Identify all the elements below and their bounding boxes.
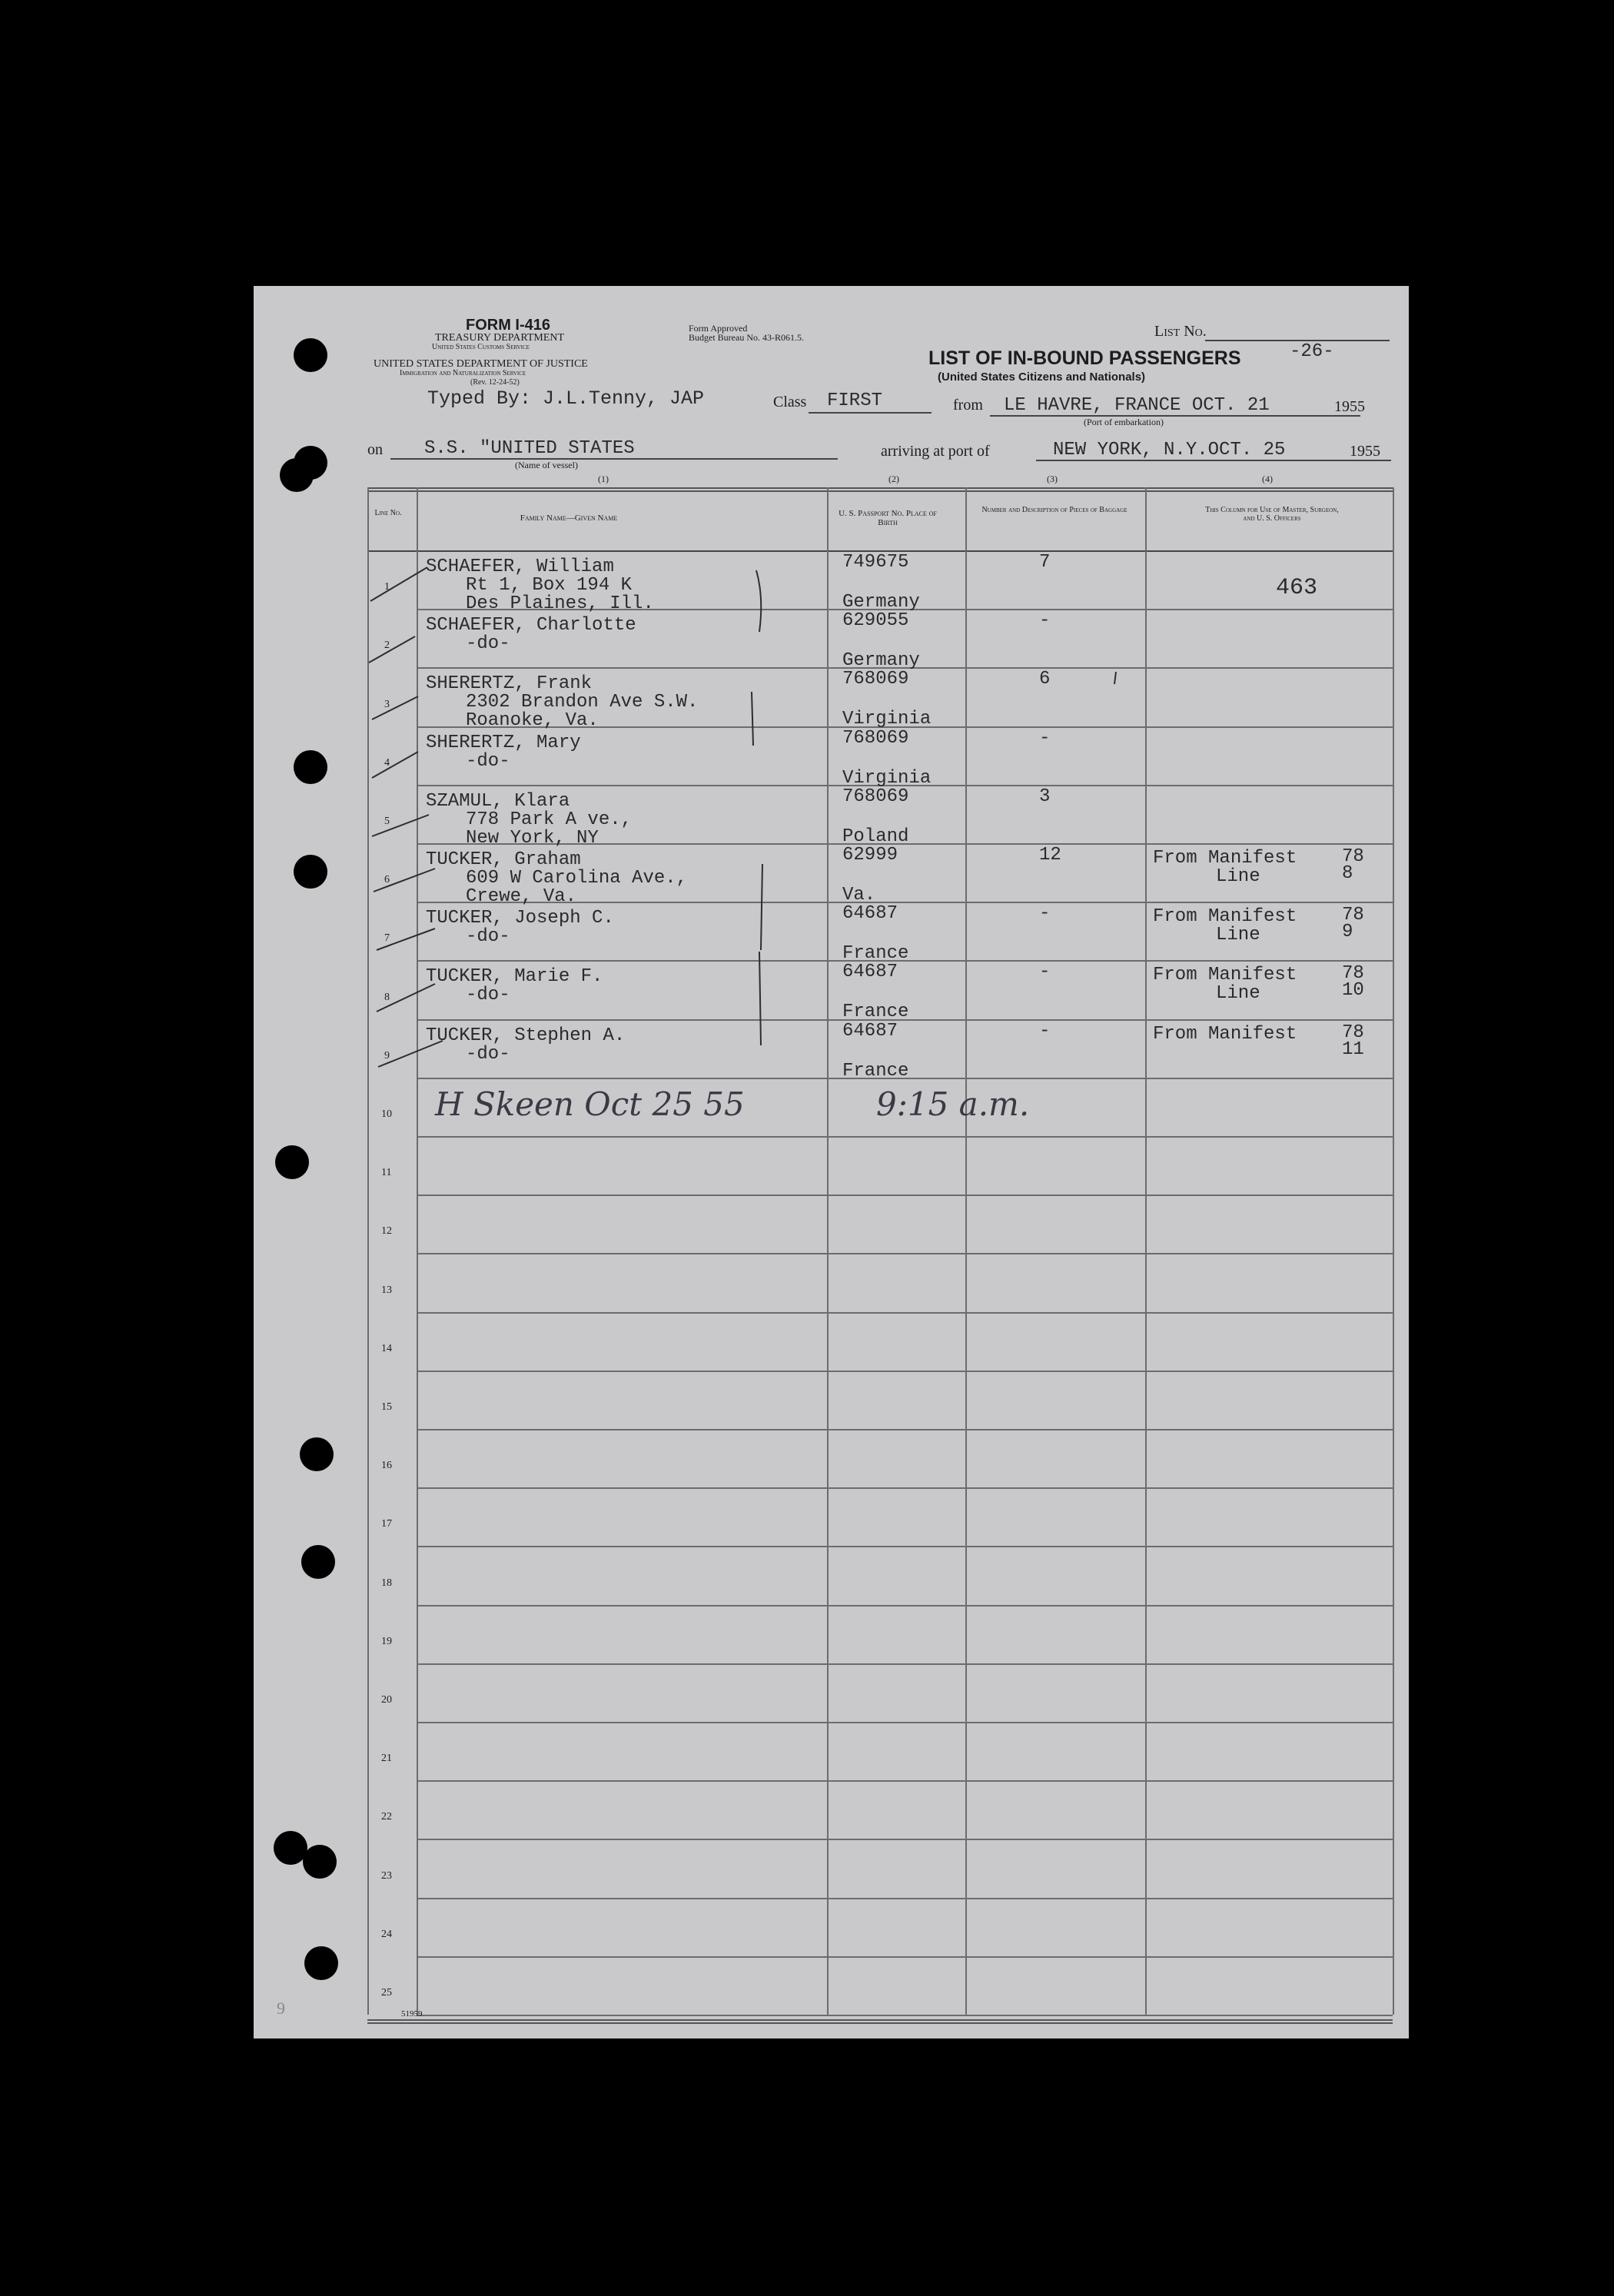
place-of-birth: Poland: [842, 826, 909, 847]
line-number: 4: [384, 757, 390, 769]
passport-number: 62999: [842, 845, 898, 866]
punch-hole: [304, 1946, 338, 1980]
passenger-address: 2302 Brandon Ave S.W.: [466, 692, 699, 713]
manifest-number: 78: [1342, 1022, 1364, 1043]
line-number: 14: [381, 1343, 392, 1354]
place-of-birth: France: [842, 943, 909, 964]
line-number: 12: [381, 1225, 392, 1237]
line-number: 11: [381, 1167, 392, 1178]
line-number: 16: [381, 1460, 392, 1471]
baggage-count: -: [1039, 610, 1051, 631]
line-number: 7: [384, 932, 390, 944]
form-code: 51959: [401, 2009, 423, 2019]
on-label: on: [367, 441, 383, 458]
line-number: 2: [384, 640, 390, 651]
inspector-signature: H Skeen Oct 25 55: [435, 1085, 745, 1123]
form-revision: (Rev. 12-24-52): [470, 378, 520, 387]
manifest-number: 78: [1342, 963, 1364, 984]
line-number: 22: [381, 1811, 392, 1823]
passenger-name: TUCKER, Joseph C.: [426, 908, 614, 929]
manifest-ref: From Manifest: [1153, 965, 1297, 985]
manifest-ref: From Manifest: [1153, 1024, 1297, 1045]
line-number: 25: [381, 1987, 392, 1999]
place-of-birth: Germany: [842, 650, 920, 671]
baggage-count: 7: [1039, 552, 1051, 573]
arriving-label: arriving at port of: [881, 443, 990, 460]
line-number: 24: [381, 1929, 392, 1940]
place-of-birth: Germany: [842, 592, 920, 613]
embarkation-year: 1955: [1334, 398, 1365, 415]
place-of-birth: Virginia: [842, 768, 932, 789]
passenger-name: SCHAEFER, William: [426, 557, 614, 577]
margin-mark: 9: [277, 1999, 285, 2018]
passenger-city: New York, NY: [466, 828, 599, 849]
manifest-number: 78: [1342, 846, 1364, 867]
from-label: from: [953, 397, 983, 414]
punch-hole: [301, 1545, 335, 1579]
line-number: 21: [381, 1753, 392, 1764]
arrival-port: NEW YORK, N.Y.OCT. 25: [1053, 440, 1286, 460]
punch-hole: [294, 855, 327, 889]
line-number: 6: [384, 874, 390, 886]
line-number: 1: [384, 581, 390, 593]
passenger-address: 778 Park A ve.,: [466, 809, 633, 830]
manifest-number: 78: [1342, 905, 1364, 925]
colnum-1: (1): [598, 473, 609, 484]
place-of-birth: Va.: [842, 885, 876, 905]
line-number: 20: [381, 1694, 392, 1706]
col-header-passport: U. S. Passport No. Place of Birth: [839, 509, 937, 527]
manifest-sheet: [254, 286, 1409, 2038]
check-marks: [254, 286, 1409, 2038]
customs-service: United States Customs Service: [432, 343, 530, 351]
immigration-service: Immigration and Naturalization Service: [400, 369, 526, 377]
form-number: FORM I-416: [466, 317, 551, 334]
col-header-line: Line No.: [374, 509, 402, 517]
port-embarkation-caption: (Port of embarkation): [1084, 417, 1164, 427]
manifest-line-label: Line: [1216, 866, 1260, 887]
passenger-name: TUCKER, Stephen A.: [426, 1025, 626, 1046]
list-no-value: -26-: [1290, 341, 1334, 362]
punch-hole: [294, 750, 327, 784]
passport-number: 768069: [842, 728, 909, 749]
manifest-ref: From Manifest: [1153, 848, 1297, 869]
place-of-birth: France: [842, 1002, 909, 1022]
baggage-count: 12: [1039, 845, 1061, 866]
passenger-name: SCHAEFER, Charlotte: [426, 615, 636, 636]
manifest-line: 9: [1342, 922, 1353, 942]
baggage-count: -: [1039, 962, 1051, 982]
passport-number: 749675: [842, 552, 909, 573]
passport-number: 768069: [842, 669, 909, 689]
passport-number: 64687: [842, 1021, 898, 1042]
passenger-name: TUCKER, Graham: [426, 849, 581, 870]
colnum-2: (2): [888, 473, 899, 484]
manifest-line: 8: [1342, 863, 1353, 884]
passport-number: 64687: [842, 903, 898, 924]
line-number: 19: [381, 1636, 392, 1647]
passenger-address: -do-: [466, 1044, 510, 1065]
line-number: 5: [384, 816, 390, 827]
passenger-city: Crewe, Va.: [466, 886, 577, 907]
passenger-name: TUCKER, Marie F.: [426, 966, 603, 987]
line-number: 10: [381, 1108, 392, 1120]
col-header-officers: This Column for Use of Master, Surgeon, and U. S. Officers: [1205, 506, 1339, 523]
baggage-count: -: [1039, 903, 1051, 924]
passenger-city: Des Plaines, Ill.: [466, 593, 654, 614]
class-value: FIRST: [827, 390, 883, 411]
passenger-name: SHERERTZ, Frank: [426, 673, 593, 694]
manifest-line: 11: [1342, 1039, 1364, 1060]
col-header-baggage: Number and Description of Pieces of Baggage: [981, 506, 1127, 514]
manifest-line: 10: [1342, 980, 1364, 1001]
list-no-label: List No.: [1154, 323, 1207, 340]
arrival-year: 1955: [1350, 443, 1380, 460]
document-title: LIST OF IN-BOUND PASSENGERS: [928, 347, 1241, 369]
passenger-address: Rt 1, Box 194 K: [466, 575, 633, 596]
line-number: 13: [381, 1284, 392, 1296]
document-subtitle: (United States Citizens and Nationals): [938, 370, 1146, 384]
budget-bureau: Budget Bureau No. 43-R061.5.: [689, 332, 804, 343]
baggage-count: 6: [1039, 669, 1051, 689]
line-number: 23: [381, 1870, 392, 1882]
passport-number: 64687: [842, 962, 898, 982]
place-of-birth: France: [842, 1061, 909, 1082]
line-number: 15: [381, 1401, 392, 1413]
inspection-time: 9:15 a.m.: [876, 1085, 1030, 1123]
typed-by: Typed By: J.L.Tenny, JAP: [427, 387, 705, 410]
punch-hole: [300, 1437, 334, 1471]
embarkation-port: LE HAVRE, FRANCE OCT. 21: [1004, 395, 1270, 416]
baggage-count: -: [1039, 1021, 1051, 1042]
punch-hole: [275, 1145, 309, 1179]
passenger-address: -do-: [466, 985, 510, 1005]
passenger-name: SHERERTZ, Mary: [426, 733, 581, 753]
manifest-line-label: Line: [1216, 925, 1260, 945]
form-approved: Form Approved: [689, 323, 748, 334]
passenger-name: SZAMUL, Klara: [426, 791, 570, 812]
line-number: 9: [384, 1050, 390, 1062]
manifest-line-label: Line: [1216, 983, 1260, 1004]
place-of-birth: Virginia: [842, 709, 932, 729]
passport-number: 629055: [842, 610, 909, 631]
treasury-dept: TREASURY DEPARTMENT: [435, 332, 565, 344]
passenger-city: Roanoke, Va.: [466, 710, 599, 731]
punch-hole: [294, 338, 327, 372]
passenger-address: -do-: [466, 633, 510, 654]
line-number: 3: [384, 699, 390, 710]
passenger-address: 609 W Carolina Ave.,: [466, 868, 688, 889]
baggage-count: -: [1039, 728, 1051, 749]
passenger-address: -do-: [466, 926, 510, 947]
passenger-address: -do-: [466, 751, 510, 772]
baggage-count: 3: [1039, 786, 1051, 807]
line-number: 8: [384, 992, 390, 1003]
officer-note: 463: [1276, 575, 1318, 601]
line-number: 17: [381, 1518, 392, 1530]
punch-hole: [294, 446, 327, 480]
manifest-ref: From Manifest: [1153, 906, 1297, 927]
punch-hole: [303, 1845, 337, 1879]
vessel-name: S.S. "UNITED STATES: [424, 438, 635, 459]
colnum-3: (3): [1047, 473, 1058, 484]
justice-dept: UNITED STATES DEPARTMENT OF JUSTICE: [374, 358, 588, 370]
colnum-4: (4): [1262, 473, 1273, 484]
col-header-name: Family Name—Given Name: [520, 513, 618, 523]
line-number: 18: [381, 1577, 392, 1589]
class-label: Class: [773, 394, 807, 410]
vessel-caption: (Name of vessel): [515, 460, 578, 470]
passport-number: 768069: [842, 786, 909, 807]
